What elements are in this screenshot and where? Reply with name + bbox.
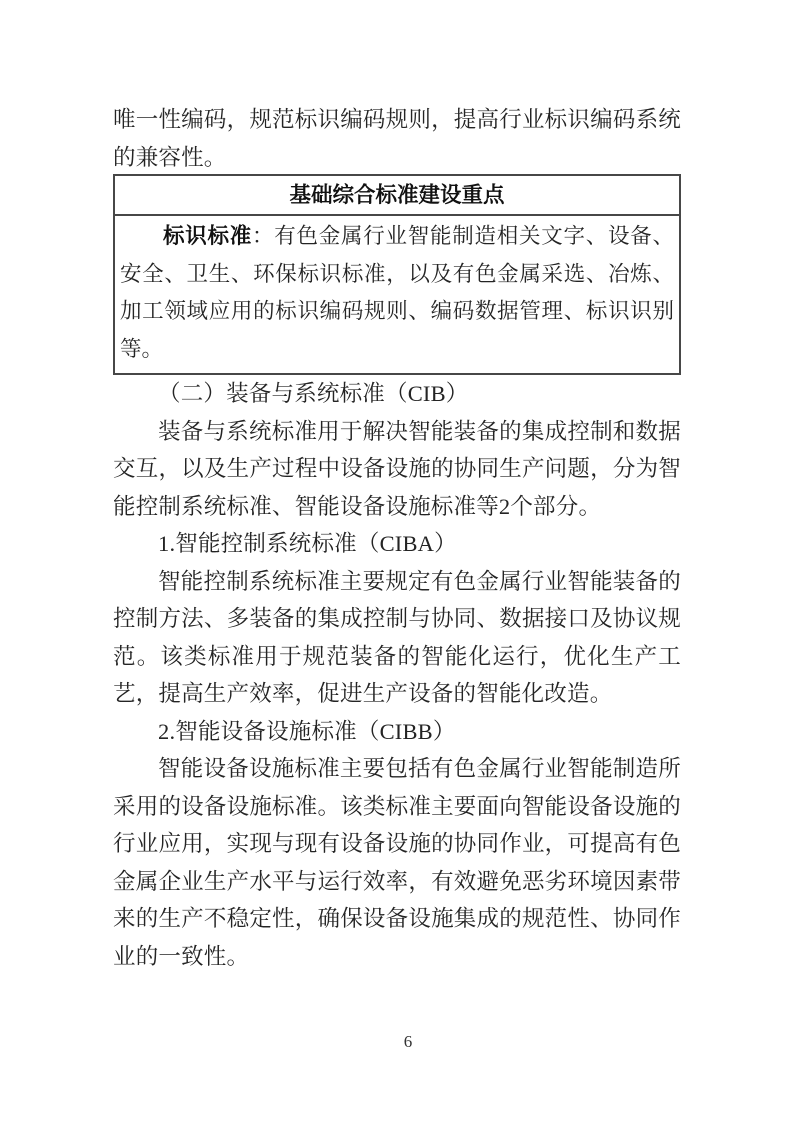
section-paragraph: 智能控制系统标准主要规定有色金属行业智能装备的控制方法、多装备的集成控制与协同、数据接口及协议规范。该类标准用于规范装备的智能化运行，优化生产工艺，提高生产效率，促进生产设备的智能化改造。 bbox=[113, 568, 681, 706]
paragraph-continuation: 唯一性编码，规范标识编码规则，提高行业标识编码系统的兼容性。 bbox=[113, 107, 681, 170]
section-equipment-systems bbox=[113, 375, 681, 525]
standards-box bbox=[113, 174, 681, 375]
section-heading: 1.智能控制系统标准（CIBA） bbox=[158, 531, 457, 556]
section-heading: （二）装备与系统标准（CIB） bbox=[158, 381, 469, 406]
standards-box-title: 基础综合标准建设重点 bbox=[115, 176, 679, 216]
standards-box-text: ：有色金属行业智能制造相关文字、设备、安全、卫生、环保标识标准，以及有色金属采选、冶炼、加工领域应用的标识编码规则、编码数据管理、标识识别等。 bbox=[120, 224, 674, 361]
section-intelligent-facilities bbox=[113, 713, 681, 976]
page-number: 6 bbox=[403, 1032, 413, 1051]
standards-box-body bbox=[115, 216, 679, 373]
standards-box-label: 标识标准 bbox=[163, 224, 252, 248]
section-intelligent-control bbox=[113, 525, 681, 713]
section-paragraph: 智能设备设施标准主要包括有色金属行业智能制造所采用的设备设施标准。该类标准主要面向智能设备设施的行业应用，实现与现有设备设施的协同作业，可提高有色金属企业生产水平与运行效率，有效避免恶劣环境因素带来的生产不稳定性，确保设备设施集成的规范性、协同作业的一致性。 bbox=[113, 756, 681, 969]
document-content bbox=[113, 101, 681, 975]
section-paragraph: 装备与系统标准用于解决智能装备的集成控制和数据交互，以及生产过程中设备设施的协同生产问题，分为智能控制系统标准、智能设备设施标准等2个部分。 bbox=[113, 418, 681, 519]
section-heading: 2.智能设备设施标准（CIBB） bbox=[158, 718, 456, 744]
